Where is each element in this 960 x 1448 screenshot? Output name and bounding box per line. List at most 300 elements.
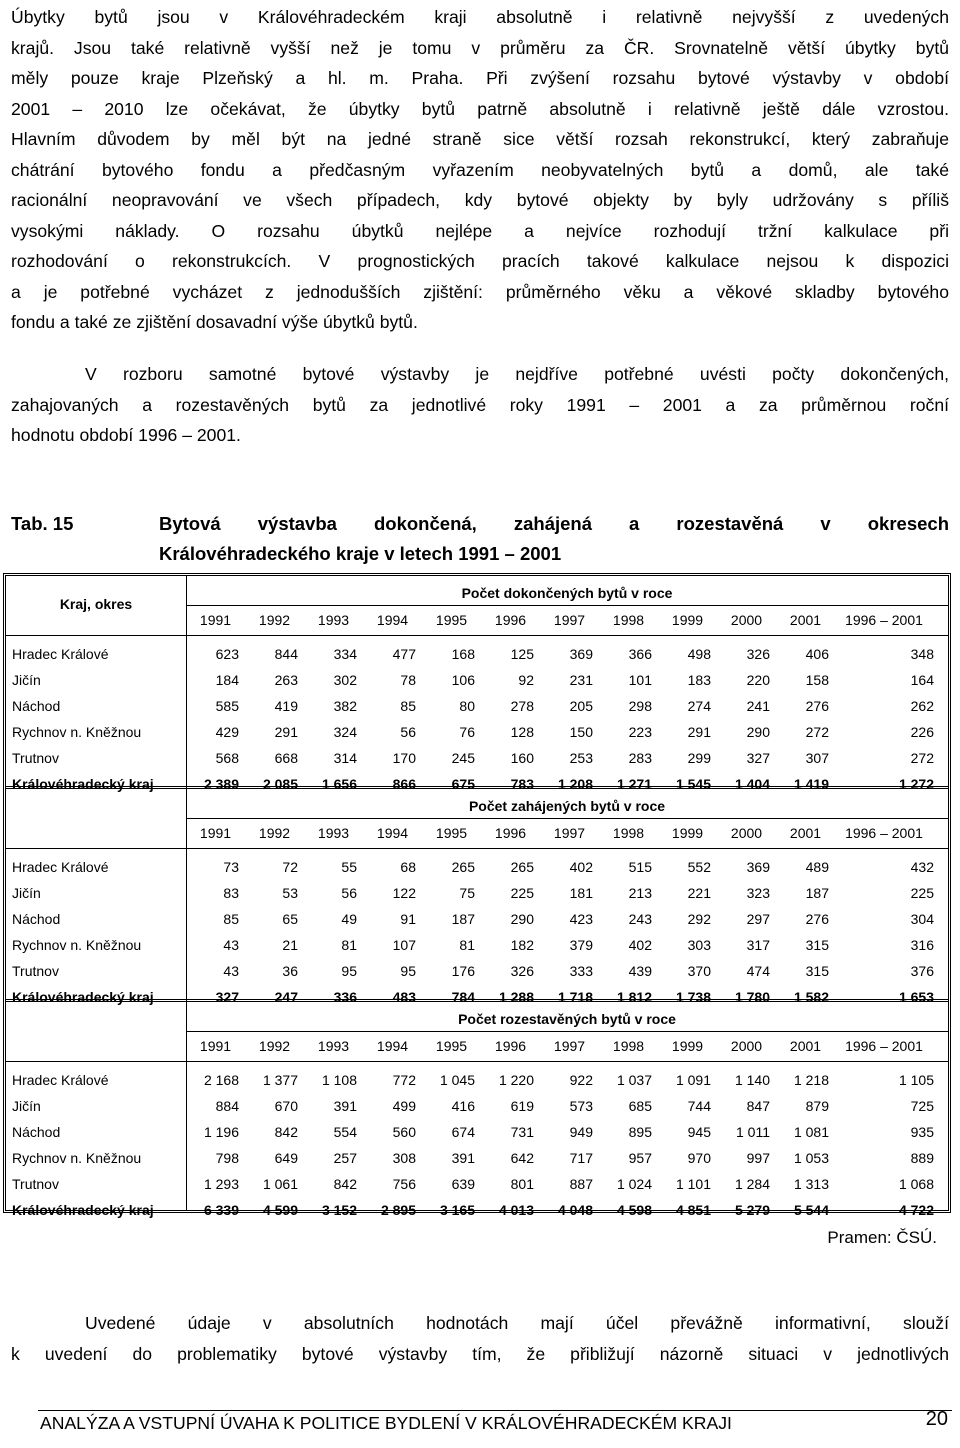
table-total-row xyxy=(6,1197,948,1223)
year-header: 2001 xyxy=(789,825,822,841)
table-cell: 391 xyxy=(451,1150,475,1166)
table-cell: 327 xyxy=(215,989,239,1005)
table-cell: 4 598 xyxy=(616,1202,652,1218)
table-cell: 49 xyxy=(341,911,357,927)
table-cell: 1 404 xyxy=(734,776,770,792)
table-cell: 262 xyxy=(910,698,934,714)
table-cell: 326 xyxy=(746,646,770,662)
table-cell: 1 272 xyxy=(898,776,934,792)
rule xyxy=(186,1031,948,1032)
table-cell: 369 xyxy=(569,646,593,662)
rule xyxy=(6,999,948,1000)
table-cell: 402 xyxy=(628,937,652,953)
year-header: 1996 – 2001 xyxy=(845,1038,923,1054)
table-cell: 73 xyxy=(223,859,239,875)
table-cell: 1 293 xyxy=(203,1176,239,1192)
table-row xyxy=(6,906,948,932)
year-header: 1997 xyxy=(553,612,586,628)
table-cell: 122 xyxy=(392,885,416,901)
table-cell: 1 045 xyxy=(439,1072,475,1088)
table-cell: 970 xyxy=(687,1150,711,1166)
table-title-line: Královéhradeckého kraje v letech 1991 – 2001 xyxy=(159,543,562,564)
rule xyxy=(6,635,948,636)
table-cell: 623 xyxy=(215,646,239,662)
table-cell: 80 xyxy=(459,698,475,714)
region-name: Náchod xyxy=(12,911,61,927)
year-header: 1992 xyxy=(258,1038,291,1054)
table-cell: 292 xyxy=(687,911,711,927)
table-cell: 85 xyxy=(400,698,416,714)
table-cell: 619 xyxy=(510,1098,534,1114)
text-line: fondu a také ze zjištění dosavadní výše úbytků bytů. xyxy=(11,312,418,332)
table-cell: 949 xyxy=(569,1124,593,1140)
table-cell: 336 xyxy=(333,989,357,1005)
table-cell: 784 xyxy=(451,989,475,1005)
table-cell: 895 xyxy=(628,1124,652,1140)
table-cell: 315 xyxy=(805,963,829,979)
table-cell: 879 xyxy=(805,1098,829,1114)
table-cell: 68 xyxy=(400,859,416,875)
table-cell: 554 xyxy=(333,1124,357,1140)
section-title: Počet rozestavěných bytů v roce xyxy=(458,1011,676,1027)
table-cell: 552 xyxy=(687,859,711,875)
table-cell: 4 851 xyxy=(675,1202,711,1218)
table-cell: 474 xyxy=(746,963,770,979)
table-cell: 247 xyxy=(274,989,298,1005)
table-cell: 81 xyxy=(459,937,475,953)
table-cell: 842 xyxy=(333,1176,357,1192)
table-cell: 72 xyxy=(282,859,298,875)
table-cell: 323 xyxy=(746,885,770,901)
table-cell: 283 xyxy=(628,750,652,766)
table-cell: 43 xyxy=(223,937,239,953)
table-row xyxy=(6,958,948,984)
table-cell: 1 218 xyxy=(793,1072,829,1088)
table-cell: 1 653 xyxy=(898,989,934,1005)
table-cell: 668 xyxy=(274,750,298,766)
table-cell: 1 220 xyxy=(498,1072,534,1088)
table-cell: 226 xyxy=(910,724,934,740)
year-header: 1998 xyxy=(612,825,645,841)
table-cell: 674 xyxy=(451,1124,475,1140)
table-cell: 160 xyxy=(510,750,534,766)
table-cell: 366 xyxy=(628,646,652,662)
year-header: 1999 xyxy=(671,1038,704,1054)
paragraph-housing-losses xyxy=(11,2,949,338)
table-cell: 223 xyxy=(628,724,652,740)
year-header: 1996 xyxy=(494,612,527,628)
table-row xyxy=(6,932,948,958)
table-cell: 241 xyxy=(746,698,770,714)
table-cell: 685 xyxy=(628,1098,652,1114)
text-line: vysokými náklady. O rozsahu úbytků nejlépe a nejvíce rozhodují tržní kalkulace při xyxy=(11,220,949,241)
year-header: 1995 xyxy=(435,825,468,841)
text-line: k uvedení do problematiky bytové výstavby tím, že přibližují názorně situaci v jednotlivých xyxy=(11,1343,949,1364)
table-cell: 402 xyxy=(569,859,593,875)
table-cell: 291 xyxy=(687,724,711,740)
table-cell: 164 xyxy=(910,672,934,688)
table-cell: 1 091 xyxy=(675,1072,711,1088)
table-cell: 276 xyxy=(805,698,829,714)
table-cell: 213 xyxy=(628,885,652,901)
year-header: 1997 xyxy=(553,825,586,841)
table-cell: 1 140 xyxy=(734,1072,770,1088)
region-name: Královéhradecký kraj xyxy=(12,776,154,792)
year-header: 1992 xyxy=(258,612,291,628)
table-cell: 884 xyxy=(215,1098,239,1114)
table-cell: 4 013 xyxy=(498,1202,534,1218)
table-cell: 1 738 xyxy=(675,989,711,1005)
table-cell: 170 xyxy=(392,750,416,766)
table-row xyxy=(6,667,948,693)
table-cell: 55 xyxy=(341,859,357,875)
table-row xyxy=(6,693,948,719)
table-cell: 243 xyxy=(628,911,652,927)
table-cell: 125 xyxy=(510,646,534,662)
table-cell: 731 xyxy=(510,1124,534,1140)
table-cell: 4 722 xyxy=(898,1202,934,1218)
table-cell: 225 xyxy=(910,885,934,901)
section-title: Počet dokončených bytů v roce xyxy=(461,585,673,601)
text-line: chátrání bytového fondu a předčasným vyřazením neobyvatelných bytů a domů, ale také xyxy=(11,159,949,180)
table-cell: 369 xyxy=(746,859,770,875)
region-name: Náchod xyxy=(12,698,61,714)
table-row xyxy=(6,1171,948,1197)
table-cell: 43 xyxy=(223,963,239,979)
table-cell: 1 196 xyxy=(203,1124,239,1140)
table-cell: 1 108 xyxy=(321,1072,357,1088)
year-header: 1991 xyxy=(199,612,232,628)
table-cell: 6 339 xyxy=(203,1202,239,1218)
table-cell: 220 xyxy=(746,672,770,688)
table-section xyxy=(6,576,948,792)
year-header: 1995 xyxy=(435,1038,468,1054)
year-header: 2000 xyxy=(730,612,763,628)
text-line: a je potřebné vycházet z jednodušších zjištění: průměrného věku a věkové skladby bytového xyxy=(11,281,949,302)
text-line: krajů. Jsou také relativně vyšší než je tomu v průměru za ČR. Srovnatelně větší úbytky bytů xyxy=(11,37,949,58)
table-cell: 274 xyxy=(687,698,711,714)
table-cell: 842 xyxy=(274,1124,298,1140)
source-note: Pramen: ČSÚ. xyxy=(827,1228,937,1247)
table-cell: 477 xyxy=(392,646,416,662)
table-cell: 53 xyxy=(282,885,298,901)
text-line: měly pouze kraje Plzeňský a hl. m. Praha. Při zvýšení rozsahu bytové výstavby v období xyxy=(11,68,949,88)
table-cell: 1 061 xyxy=(262,1176,298,1192)
table-cell: 945 xyxy=(687,1124,711,1140)
table-cell: 639 xyxy=(451,1176,475,1192)
region-name: Rychnov n. Kněžnou xyxy=(12,1150,142,1166)
table-cell: 265 xyxy=(510,859,534,875)
table-cell: 181 xyxy=(569,885,593,901)
table-cell: 1 377 xyxy=(262,1072,298,1088)
table-cell: 95 xyxy=(400,963,416,979)
region-name: Rychnov n. Kněžnou xyxy=(12,937,142,953)
table-cell: 316 xyxy=(910,937,934,953)
table-cell: 276 xyxy=(805,911,829,927)
rule xyxy=(186,605,948,606)
table-cell: 2 168 xyxy=(203,1072,239,1088)
table-cell: 326 xyxy=(510,963,534,979)
table-cell: 291 xyxy=(274,724,298,740)
table-cell: 406 xyxy=(805,646,829,662)
table-cell: 2 895 xyxy=(380,1202,416,1218)
region-name: Trutnov xyxy=(12,1176,59,1192)
text-line: racionální neopravování ve všech případech, kdy bytové objekty by byly udržovány s příliš xyxy=(11,190,949,210)
table-cell: 263 xyxy=(274,672,298,688)
table-cell: 265 xyxy=(451,859,475,875)
year-header: 1996 xyxy=(494,1038,527,1054)
table-cell: 95 xyxy=(341,963,357,979)
region-name: Jičín xyxy=(12,672,41,688)
rule xyxy=(6,848,948,849)
year-header: 1996 – 2001 xyxy=(845,612,923,628)
table-cell: 1 812 xyxy=(616,989,652,1005)
page-number: 20 xyxy=(925,1408,948,1430)
table-cell: 187 xyxy=(805,885,829,901)
table-cell: 847 xyxy=(746,1098,770,1114)
table-cell: 107 xyxy=(392,937,416,953)
table-cell: 158 xyxy=(805,672,829,688)
table-cell: 290 xyxy=(746,724,770,740)
table-cell: 783 xyxy=(510,776,534,792)
table-cell: 585 xyxy=(215,698,239,714)
table-cell: 4 599 xyxy=(262,1202,298,1218)
region-name: Trutnov xyxy=(12,963,59,979)
table-cell: 308 xyxy=(392,1150,416,1166)
text-line: Úbytky bytů jsou v Královéhradeckém kraji absolutně i relativně nejvyšší z uvedených xyxy=(11,7,949,27)
text-line: Uvedené údaje v absolutních hodnotách mají účel převážně informativní, slouží xyxy=(85,1313,949,1333)
region-name: Hradec Králové xyxy=(12,1072,109,1088)
table-cell: 798 xyxy=(215,1150,239,1166)
table-cell: 957 xyxy=(628,1150,652,1166)
table-cell: 423 xyxy=(569,911,593,927)
table-cell: 1 101 xyxy=(675,1176,711,1192)
rule xyxy=(6,1061,948,1062)
table-cell: 245 xyxy=(451,750,475,766)
table-cell: 439 xyxy=(628,963,652,979)
year-header: 1992 xyxy=(258,825,291,841)
table-cell: 1 271 xyxy=(616,776,652,792)
table-cell: 1 208 xyxy=(557,776,593,792)
table-cell: 317 xyxy=(746,937,770,953)
table-cell: 182 xyxy=(510,937,534,953)
year-header: 2001 xyxy=(789,1038,822,1054)
table-cell: 376 xyxy=(910,963,934,979)
table-row xyxy=(6,1145,948,1171)
table-cell: 419 xyxy=(274,698,298,714)
table-cell: 21 xyxy=(282,937,298,953)
table-cell: 150 xyxy=(569,724,593,740)
region-name: Trutnov xyxy=(12,750,59,766)
table-cell: 315 xyxy=(805,937,829,953)
text-line: hodnotu období 1996 – 2001. xyxy=(11,425,241,445)
table-cell: 78 xyxy=(400,672,416,688)
table-cell: 333 xyxy=(569,963,593,979)
region-name: Jičín xyxy=(12,1098,41,1114)
table-cell: 717 xyxy=(569,1150,593,1166)
table-cell: 2 085 xyxy=(262,776,298,792)
year-header: 1997 xyxy=(553,1038,586,1054)
table-cell: 307 xyxy=(805,750,829,766)
region-name: Hradec Králové xyxy=(12,646,109,662)
table-cell: 183 xyxy=(687,672,711,688)
table-cell: 1 288 xyxy=(498,989,534,1005)
table-cell: 278 xyxy=(510,698,534,714)
section-title: Počet zahájených bytů v roce xyxy=(468,798,666,814)
text-line: 2001 – 2010 lze očekávat, že úbytky bytů patrně absolutně i relativně ještě dále vzrostou. xyxy=(11,98,949,119)
table-cell: 36 xyxy=(282,963,298,979)
table-cell: 92 xyxy=(518,672,534,688)
year-header: 2000 xyxy=(730,825,763,841)
region-name: Rychnov n. Kněžnou xyxy=(12,724,142,740)
year-header-row xyxy=(186,1038,933,1060)
table-cell: 221 xyxy=(687,885,711,901)
table-cell: 106 xyxy=(451,672,475,688)
table-row xyxy=(6,1119,948,1145)
table-cell: 272 xyxy=(910,750,934,766)
table-row xyxy=(6,719,948,745)
text-line: V rozboru samotné bytové výstavby je nejdříve potřebné uvésti počty dokončených, xyxy=(85,364,949,384)
year-header: 1996 xyxy=(494,825,527,841)
table-cell: 56 xyxy=(400,724,416,740)
table-cell: 101 xyxy=(628,672,652,688)
year-header: 1999 xyxy=(671,612,704,628)
row-header: Kraj, okres xyxy=(59,596,133,612)
table-cell: 85 xyxy=(223,911,239,927)
year-header-row xyxy=(186,612,933,634)
table-row xyxy=(6,880,948,906)
table-cell: 65 xyxy=(282,911,298,927)
table-cell: 391 xyxy=(333,1098,357,1114)
table-cell: 3 165 xyxy=(439,1202,475,1218)
table-row xyxy=(6,1093,948,1119)
table-cell: 272 xyxy=(805,724,829,740)
table-cell: 489 xyxy=(805,859,829,875)
table-cell: 1 037 xyxy=(616,1072,652,1088)
year-header: 1994 xyxy=(376,825,409,841)
table-cell: 379 xyxy=(569,937,593,953)
table-cell: 801 xyxy=(510,1176,534,1192)
table-cell: 675 xyxy=(451,776,475,792)
table-cell: 1 656 xyxy=(321,776,357,792)
paragraph-construction-intro xyxy=(11,359,949,451)
table-cell: 176 xyxy=(451,963,475,979)
table-cell: 257 xyxy=(333,1150,357,1166)
year-header: 1991 xyxy=(199,1038,232,1054)
table-cell: 1 718 xyxy=(557,989,593,1005)
year-header: 1996 – 2001 xyxy=(845,825,923,841)
table-cell: 56 xyxy=(341,885,357,901)
table-cell: 327 xyxy=(746,750,770,766)
table-cell: 649 xyxy=(274,1150,298,1166)
table-cell: 128 xyxy=(510,724,534,740)
table-cell: 1 582 xyxy=(793,989,829,1005)
table-cell: 935 xyxy=(910,1124,934,1140)
table-cell: 253 xyxy=(569,750,593,766)
text-line: rozhodování o rekonstrukcích. V prognostických pracích takové kalkulace nejsou k dispozici xyxy=(11,251,949,271)
table-cell: 4 048 xyxy=(557,1202,593,1218)
table-cell: 1 053 xyxy=(793,1150,829,1166)
table-row xyxy=(6,745,948,771)
table-cell: 1 284 xyxy=(734,1176,770,1192)
text-line: Hlavním důvodem by měl být na jedné straně sice větší rozsah rekonstrukcí, který zabraňuje xyxy=(11,129,949,149)
table-title-line: Bytová výstavba dokončená, zahájená a rozestavěná v okresech xyxy=(159,513,949,534)
table-cell: 76 xyxy=(459,724,475,740)
table-cell: 1 780 xyxy=(734,989,770,1005)
year-header: 1993 xyxy=(317,825,350,841)
table-cell: 416 xyxy=(451,1098,475,1114)
table-cell: 81 xyxy=(341,937,357,953)
table-cell: 1 068 xyxy=(898,1176,934,1192)
table-cell: 498 xyxy=(687,646,711,662)
table-cell: 670 xyxy=(274,1098,298,1114)
year-header: 1998 xyxy=(612,612,645,628)
paragraph-conclusion xyxy=(11,1308,949,1369)
table-cell: 1 105 xyxy=(898,1072,934,1088)
year-header: 1995 xyxy=(435,612,468,628)
table-cell: 997 xyxy=(746,1150,770,1166)
table-cell: 5 544 xyxy=(793,1202,829,1218)
year-header: 2000 xyxy=(730,1038,763,1054)
region-name: Náchod xyxy=(12,1124,61,1140)
table-row xyxy=(6,854,948,880)
table-section xyxy=(6,1002,948,1218)
rule xyxy=(6,786,948,787)
table-cell: 184 xyxy=(215,672,239,688)
region-name: Královéhradecký kraj xyxy=(12,989,154,1005)
table-cell: 187 xyxy=(451,911,475,927)
table-cell: 1 545 xyxy=(675,776,711,792)
table-label: Tab. 15 xyxy=(11,513,74,534)
table-cell: 1 011 xyxy=(736,1124,770,1140)
table-cell: 303 xyxy=(687,937,711,953)
table-cell: 334 xyxy=(333,646,357,662)
year-header: 1994 xyxy=(376,1038,409,1054)
footer-rule xyxy=(38,1410,952,1411)
table-cell: 168 xyxy=(451,646,475,662)
table-cell: 432 xyxy=(910,859,934,875)
table-section xyxy=(6,789,948,1005)
table-row xyxy=(6,1067,948,1093)
table-cell: 1 419 xyxy=(793,776,829,792)
region-name: Jičín xyxy=(12,885,41,901)
table-cell: 382 xyxy=(333,698,357,714)
table-cell: 515 xyxy=(628,859,652,875)
table-cell: 568 xyxy=(215,750,239,766)
table-cell: 642 xyxy=(510,1150,534,1166)
year-header-row xyxy=(186,825,933,847)
table-cell: 75 xyxy=(459,885,475,901)
region-name: Hradec Králové xyxy=(12,859,109,875)
table-cell: 83 xyxy=(223,885,239,901)
table-row xyxy=(6,641,948,667)
table-cell: 1 313 xyxy=(793,1176,829,1192)
table-cell: 304 xyxy=(910,911,934,927)
table-cell: 573 xyxy=(569,1098,593,1114)
table-cell: 772 xyxy=(392,1072,416,1088)
year-header: 1993 xyxy=(317,1038,350,1054)
table-cell: 844 xyxy=(274,646,298,662)
table-cell: 5 279 xyxy=(734,1202,770,1218)
text-line: zahajovaných a rozestavěných bytů za jednotlivé roky 1991 – 2001 a za průměrnou roční xyxy=(11,394,949,415)
year-header: 1994 xyxy=(376,612,409,628)
table-cell: 756 xyxy=(392,1176,416,1192)
table-cell: 1 024 xyxy=(616,1176,652,1192)
table-cell: 290 xyxy=(510,911,534,927)
table-cell: 922 xyxy=(569,1072,593,1088)
table-cell: 314 xyxy=(333,750,357,766)
table-cell: 91 xyxy=(400,911,416,927)
